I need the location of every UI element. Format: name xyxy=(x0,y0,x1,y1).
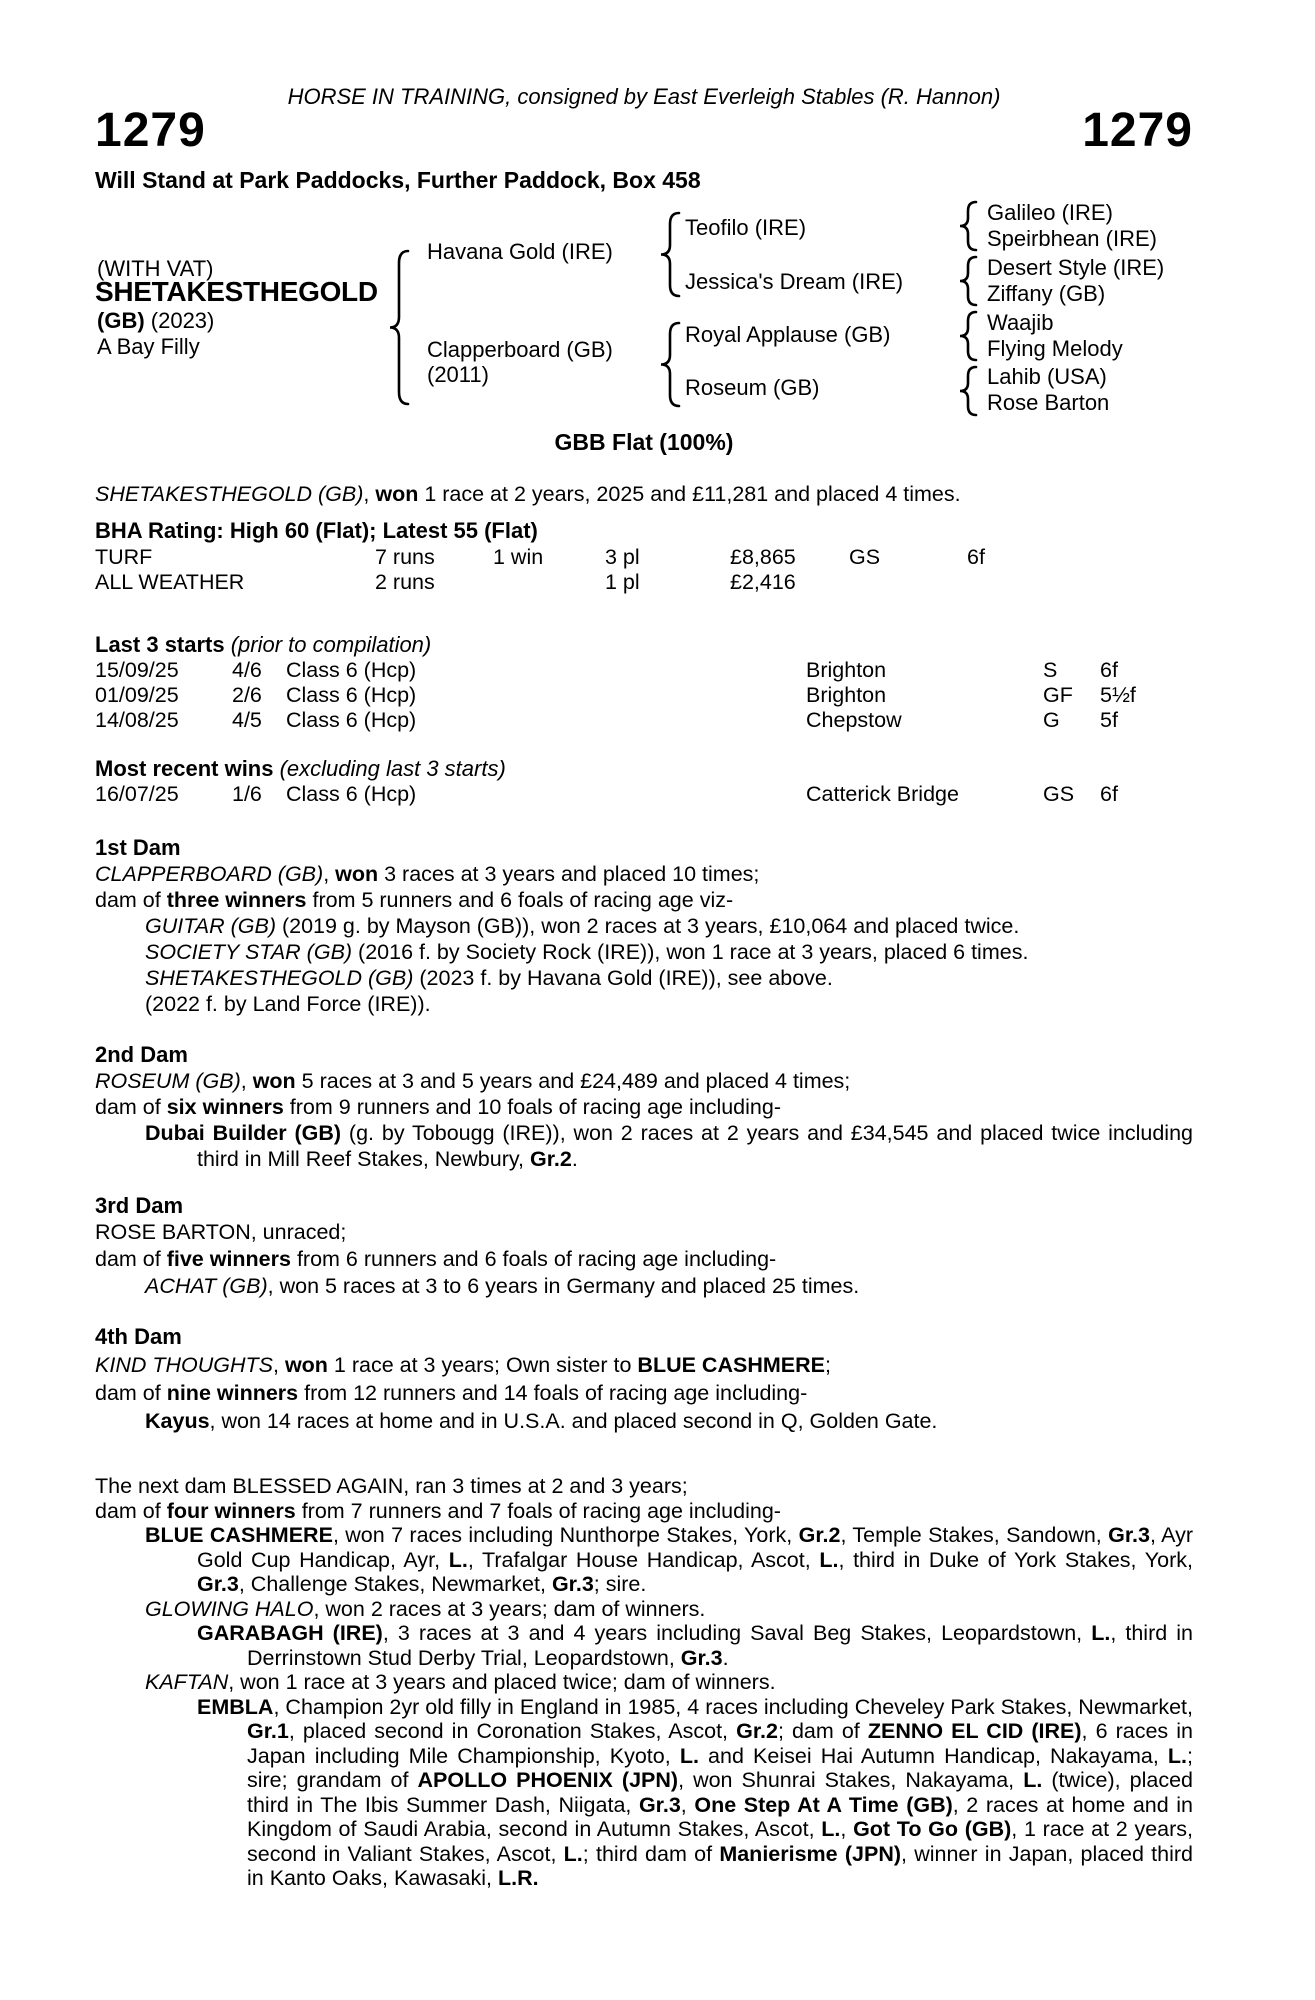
text-segment: Gr.3 xyxy=(1108,1523,1150,1547)
table-row xyxy=(95,570,1193,595)
text-segment: , xyxy=(272,1353,285,1377)
pedigree-paragraph xyxy=(95,1094,1193,1120)
pedigree-paragraph xyxy=(95,1407,1193,1435)
pedigree-braces xyxy=(0,0,1315,440)
text-segment: Gr.3 xyxy=(551,1572,594,1596)
last-starts-table xyxy=(95,658,1193,733)
pedigree-paragraph xyxy=(95,1068,1193,1094)
heading-note: (excluding last 3 starts) xyxy=(279,756,506,781)
text-segment: L. xyxy=(563,1841,583,1866)
lot-number-left: 1279 xyxy=(95,104,206,157)
distance: 6f xyxy=(1100,658,1118,682)
text-segment: Gr.2 xyxy=(529,1147,572,1171)
text-segment: 5 races at 3 and 5 years and £24,489 and placed 4 times; xyxy=(295,1069,851,1093)
text-segment: , won 14 races at home and in U.S.A. and placed second in Q, Golden Gate. xyxy=(209,1409,938,1433)
course: Brighton xyxy=(806,658,887,682)
text-segment: (twice), placed third in The Ibis Summer Dash, Niigata, xyxy=(247,1768,1193,1817)
text-segment: from 9 runners and 10 foals of racing age including- xyxy=(283,1095,781,1119)
surface: TURF xyxy=(95,545,153,569)
text-segment: , Ayr Gold Cup Handicap, Ayr, xyxy=(197,1523,1193,1572)
sire-name: Havana Gold (IRE) xyxy=(427,239,613,264)
going: G xyxy=(1043,708,1060,732)
going: GF xyxy=(1043,683,1073,707)
pedigree-paragraph xyxy=(95,991,1193,1017)
text-segment: nine winners xyxy=(166,1381,299,1405)
text-segment: (g. by Tobougg (IRE)), won 2 races at 2 years and £34,545 and placed twice including third in Mill Reef Stakes, Newbury, xyxy=(197,1121,1193,1171)
pedigree-paragraph xyxy=(95,1273,1193,1300)
text-segment: ZENNO EL CID (IRE) xyxy=(867,1719,1082,1743)
text-segment: SHETAKESTHEGOLD (GB) xyxy=(145,966,414,990)
text-segment: three winners xyxy=(166,888,307,912)
text-segment: , placed second in Coronation Stakes, Ascot, xyxy=(288,1719,737,1743)
great-grandparent-2: Speirbhean (IRE) xyxy=(987,226,1157,251)
text-segment: , won 1 race at 3 years and placed twice; dam of winners. xyxy=(228,1670,776,1694)
text-segment: ACHAT (GB) xyxy=(145,1274,268,1298)
text-segment: ROSEUM (GB) xyxy=(95,1069,241,1093)
text-segment: L.R. xyxy=(497,1866,539,1890)
text-segment: (2023 f. by Havana Gold (IRE)), see above. xyxy=(413,966,833,990)
text-segment: L. xyxy=(821,1817,841,1841)
text-segment: GUITAR (GB) xyxy=(145,914,276,938)
text-segment: , Champion 2yr old filly in England in 1985, 4 races including Cheveley Park Stakes, Newmarket, xyxy=(273,1694,1193,1719)
text-segment: dam of xyxy=(95,1247,167,1271)
text-segment: . xyxy=(722,1645,729,1670)
recent-wins-heading xyxy=(95,756,1193,782)
text-segment: Dubai Builder (GB) xyxy=(145,1121,342,1145)
pedigree-paragraph xyxy=(95,1246,1193,1273)
text-segment: won xyxy=(335,862,379,886)
text-segment: One Step At A Time (GB) xyxy=(694,1792,953,1817)
text-segment: L. xyxy=(1091,1621,1111,1645)
text-segment: ; sire. xyxy=(593,1572,647,1596)
text-segment: dam of xyxy=(95,1095,167,1119)
distance: 5f xyxy=(1100,708,1118,732)
text-segment: , won Shunrai Stakes, Nakayama, xyxy=(678,1768,1024,1792)
text-segment: GARABAGH (IRE) xyxy=(197,1621,383,1645)
places: 3 pl xyxy=(605,545,640,569)
text-segment: The next dam BLESSED AGAIN, ran 3 times at 2 and 3 years; xyxy=(95,1474,688,1498)
great-grandparent-5: Waajib xyxy=(987,310,1054,335)
text-segment: (2022 f. by Land Force (IRE)). xyxy=(145,992,431,1016)
section-3rd-dam xyxy=(95,1192,1193,1300)
finish-position: 4/5 xyxy=(232,708,262,732)
text-segment: ; sire; grandam of xyxy=(247,1743,1193,1792)
distance: 6f xyxy=(967,545,985,569)
pedigree-paragraph xyxy=(95,1120,1193,1172)
race-class: Class 6 (Hcp) xyxy=(286,658,417,682)
section-heading: 2nd Dam xyxy=(95,1042,188,1067)
great-grandparent-6: Flying Melody xyxy=(987,336,1123,361)
pedigree-paragraph xyxy=(95,1670,1193,1695)
text-segment: , won 2 races at 3 years; dam of winners. xyxy=(313,1596,706,1621)
pedigree-paragraph xyxy=(95,1351,1193,1379)
brace-gg3 xyxy=(960,312,976,360)
text-segment: from 6 runners and 6 foals of racing age including- xyxy=(290,1247,777,1271)
pedigree-paragraph xyxy=(95,1474,1193,1499)
text-segment: , winner in Japan, placed third in Kanto Oaks, Kawasaki, xyxy=(247,1841,1193,1890)
pedigree-paragraph xyxy=(95,1597,1193,1622)
runs: 2 runs xyxy=(375,570,435,594)
text-segment: won xyxy=(375,482,419,506)
text-segment: won xyxy=(284,1353,328,1377)
earnings: £2,416 xyxy=(730,570,796,594)
text-segment: APOLLO PHOENIX (JPN) xyxy=(417,1768,679,1792)
table-row xyxy=(95,708,1193,733)
pedigree-paragraph xyxy=(95,1499,1193,1524)
surface: ALL WEATHER xyxy=(95,570,245,594)
pedigree-paragraph xyxy=(95,1621,1193,1670)
places: 1 pl xyxy=(605,570,640,594)
table-row xyxy=(95,782,1193,807)
text-segment: Kayus xyxy=(145,1409,210,1433)
text-segment: dam of xyxy=(95,1498,167,1523)
pedigree-paragraph xyxy=(95,913,1193,939)
text-segment: Gr.3 xyxy=(680,1645,723,1670)
text-segment: 1 race at 2 years, 2025 and £11,281 and placed 4 times. xyxy=(418,482,961,506)
granddam-2: Roseum (GB) xyxy=(685,375,820,400)
text-segment: KAFTAN xyxy=(145,1670,229,1694)
section-next-dam xyxy=(95,1474,1193,1891)
finish-position: 4/6 xyxy=(232,658,262,682)
text-segment: Gr.1 xyxy=(247,1719,289,1743)
pedigree-paragraph xyxy=(95,965,1193,991)
horse-year: (2023) xyxy=(144,308,215,333)
text-segment: , Trafalgar House Handicap, Ascot, xyxy=(467,1547,820,1572)
horse-country-year xyxy=(97,308,214,333)
text-segment: , xyxy=(840,1817,854,1841)
heading-text: Most recent wins xyxy=(95,756,280,781)
text-segment: four winners xyxy=(166,1498,296,1523)
brace-gg2 xyxy=(960,257,976,305)
text-segment: Gr.2 xyxy=(736,1719,778,1743)
section-4th-dam xyxy=(95,1323,1193,1435)
bha-rating-table xyxy=(95,545,1193,595)
grandsire-1: Teofilo (IRE) xyxy=(685,215,807,240)
text-segment: , Temple Stakes, Sandown, xyxy=(840,1523,1109,1547)
last-starts-heading xyxy=(95,632,1193,658)
text-segment: , 1 race at 2 years, second in Valiant Stakes, Ascot, xyxy=(247,1817,1194,1866)
text-segment: won xyxy=(252,1069,296,1093)
brace-main xyxy=(390,251,408,404)
pedigree-paragraph xyxy=(95,939,1193,965)
going: GS xyxy=(849,545,881,569)
race-date: 01/09/25 xyxy=(95,683,179,707)
distance: 6f xyxy=(1100,782,1118,806)
pedigree-paragraph xyxy=(95,1219,1193,1246)
course: Brighton xyxy=(806,683,887,707)
dam-name: Clapperboard (GB) xyxy=(427,337,613,362)
grandsire-2: Royal Applause (GB) xyxy=(685,322,891,347)
text-segment: , 3 races at 3 and 4 years including Saval Beg Stakes, Leopardstown, xyxy=(382,1621,1092,1645)
brace-gg1 xyxy=(960,202,976,250)
text-segment: ROSE BARTON, unraced; xyxy=(95,1220,347,1244)
bha-rating-heading: BHA Rating: High 60 (Flat); Latest 55 (Flat) xyxy=(95,518,538,543)
text-segment: , third in Duke of York Stakes, York, xyxy=(838,1547,1193,1572)
text-segment: CLAPPERBOARD (GB) xyxy=(95,862,324,886)
text-segment: ; dam of xyxy=(777,1719,868,1743)
great-grandparent-8: Rose Barton xyxy=(987,390,1110,415)
race-date: 15/09/25 xyxy=(95,658,179,682)
text-segment: KIND THOUGHTS xyxy=(95,1353,273,1377)
text-segment: , xyxy=(240,1069,253,1093)
heading-note: (prior to compilation) xyxy=(230,632,432,657)
runs: 7 runs xyxy=(375,545,435,569)
brace-gg4 xyxy=(960,367,976,415)
finish-position: 2/6 xyxy=(232,683,262,707)
vat-note: (WITH VAT) xyxy=(97,256,214,281)
stand-location-line: Will Stand at Park Paddocks, Further Paddock, Box 458 xyxy=(95,167,701,193)
horse-country: (GB) xyxy=(97,308,145,333)
horse-description: A Bay Filly xyxy=(97,334,200,359)
text-segment: , 6 races in Japan including Mile Championship, Kyoto, xyxy=(247,1719,1193,1768)
great-grandparent-1: Galileo (IRE) xyxy=(987,200,1113,225)
table-row xyxy=(95,658,1193,683)
course: Chepstow xyxy=(806,708,902,732)
distance: 5½f xyxy=(1100,683,1136,707)
text-segment: dam of xyxy=(95,888,167,912)
text-segment: BLUE CASHMERE xyxy=(637,1353,825,1377)
section-heading: 3rd Dam xyxy=(95,1193,184,1218)
text-segment: GLOWING HALO xyxy=(145,1596,314,1621)
pedigree-paragraph xyxy=(95,887,1193,913)
earnings: £8,865 xyxy=(730,545,796,569)
text-segment: L. xyxy=(819,1547,839,1572)
course: Catterick Bridge xyxy=(806,782,959,806)
section-1st-dam xyxy=(95,835,1193,1017)
text-segment: 1 race at 3 years; Own sister to xyxy=(327,1353,638,1377)
horse-name: SHETAKESTHEGOLD xyxy=(95,276,378,307)
gbb-badge: GBB Flat (100%) xyxy=(554,429,734,455)
great-grandparent-4: Ziffany (GB) xyxy=(987,281,1106,306)
text-segment: 3 races at 3 years and placed 10 times; xyxy=(378,862,760,886)
text-segment: from 5 runners and 6 foals of racing age viz- xyxy=(306,888,734,912)
text-segment: , xyxy=(323,862,336,886)
wins: 1 win xyxy=(493,545,544,569)
text-segment: , 2 races at home and in Kingdom of Saudi Arabia, second in Autumn Stakes, Ascot, xyxy=(247,1792,1193,1841)
section-heading: 1st Dam xyxy=(95,835,181,860)
text-segment: five winners xyxy=(166,1247,291,1271)
lot-number-right: 1279 xyxy=(1082,104,1193,157)
text-segment: from 7 runners and 7 foals of racing age including- xyxy=(295,1498,781,1523)
text-segment: ; xyxy=(824,1353,831,1377)
text-segment: , xyxy=(680,1792,695,1817)
race-record-summary xyxy=(95,482,1193,507)
dam-year: (2011) xyxy=(427,362,489,387)
brace-dam xyxy=(661,323,679,406)
text-segment: and Keisei Hai Autumn Handicap, Nakayama, xyxy=(698,1743,1168,1768)
pedigree-paragraph xyxy=(95,1695,1193,1891)
text-segment: Gr.3 xyxy=(638,1792,681,1817)
text-segment: SHETAKESTHEGOLD (GB) xyxy=(95,482,364,506)
pedigree-paragraph xyxy=(95,861,1193,887)
text-segment: L. xyxy=(679,1743,699,1768)
race-class: Class 6 (Hcp) xyxy=(286,782,417,806)
text-segment: , third in Derrinstown Stud Derby Trial, Leopardstown, xyxy=(247,1621,1193,1670)
text-segment: BLUE CASHMERE xyxy=(145,1523,333,1547)
section-2nd-dam xyxy=(95,1042,1193,1172)
text-segment: . xyxy=(571,1147,578,1171)
section-heading: 4th Dam xyxy=(95,1324,182,1349)
table-row xyxy=(95,683,1193,708)
race-class: Class 6 (Hcp) xyxy=(286,708,417,732)
text-segment: (2016 f. by Society Rock (IRE)), won 1 race at 3 years, placed 6 times. xyxy=(352,940,1029,964)
text-segment: EMBLA xyxy=(197,1694,274,1719)
text-segment: Gr.2 xyxy=(798,1523,841,1547)
recent-wins-table xyxy=(95,782,1193,807)
heading-text: Last 3 starts xyxy=(95,632,231,657)
text-segment: L. xyxy=(1167,1743,1188,1768)
text-segment: , xyxy=(363,482,376,506)
finish-position: 1/6 xyxy=(232,782,262,806)
text-segment: , Challenge Stakes, Newmarket, xyxy=(238,1572,552,1596)
table-row xyxy=(95,545,1193,570)
brace-sire xyxy=(661,213,679,296)
race-class: Class 6 (Hcp) xyxy=(286,683,417,707)
race-date: 16/07/25 xyxy=(95,782,179,806)
text-segment: Gr.3 xyxy=(197,1572,239,1596)
race-date: 14/08/25 xyxy=(95,708,179,732)
text-segment: L. xyxy=(1023,1768,1043,1792)
consignment-title: HORSE IN TRAINING, consigned by East Everleigh Stables (R. Hannon) xyxy=(287,84,1001,109)
text-segment: Manierisme (JPN) xyxy=(719,1841,901,1866)
text-segment: Got To Go (GB) xyxy=(853,1817,1012,1841)
text-segment: dam of xyxy=(95,1381,167,1405)
going: GS xyxy=(1043,782,1075,806)
text-segment: , won 5 races at 3 to 6 years in Germany and placed 25 times. xyxy=(267,1274,860,1298)
text-segment: (2019 g. by Mayson (GB)), won 2 races at 3 years, £10,064 and placed twice. xyxy=(275,914,1020,938)
text-segment: L. xyxy=(448,1547,468,1572)
text-segment: , won 7 races including Nunthorpe Stakes, York, xyxy=(332,1523,799,1547)
text-segment: ; third dam of xyxy=(582,1841,720,1866)
pedigree-paragraph xyxy=(95,1379,1193,1407)
text-segment: six winners xyxy=(166,1095,284,1119)
going: S xyxy=(1043,658,1058,682)
pedigree-paragraph xyxy=(95,1523,1193,1597)
great-grandparent-3: Desert Style (IRE) xyxy=(987,255,1165,280)
granddam-1: Jessica's Dream (IRE) xyxy=(685,269,904,294)
text-segment: SOCIETY STAR (GB) xyxy=(145,940,353,964)
great-grandparent-7: Lahib (USA) xyxy=(987,364,1107,389)
text-segment: from 12 runners and 14 foals of racing age including- xyxy=(298,1381,808,1405)
